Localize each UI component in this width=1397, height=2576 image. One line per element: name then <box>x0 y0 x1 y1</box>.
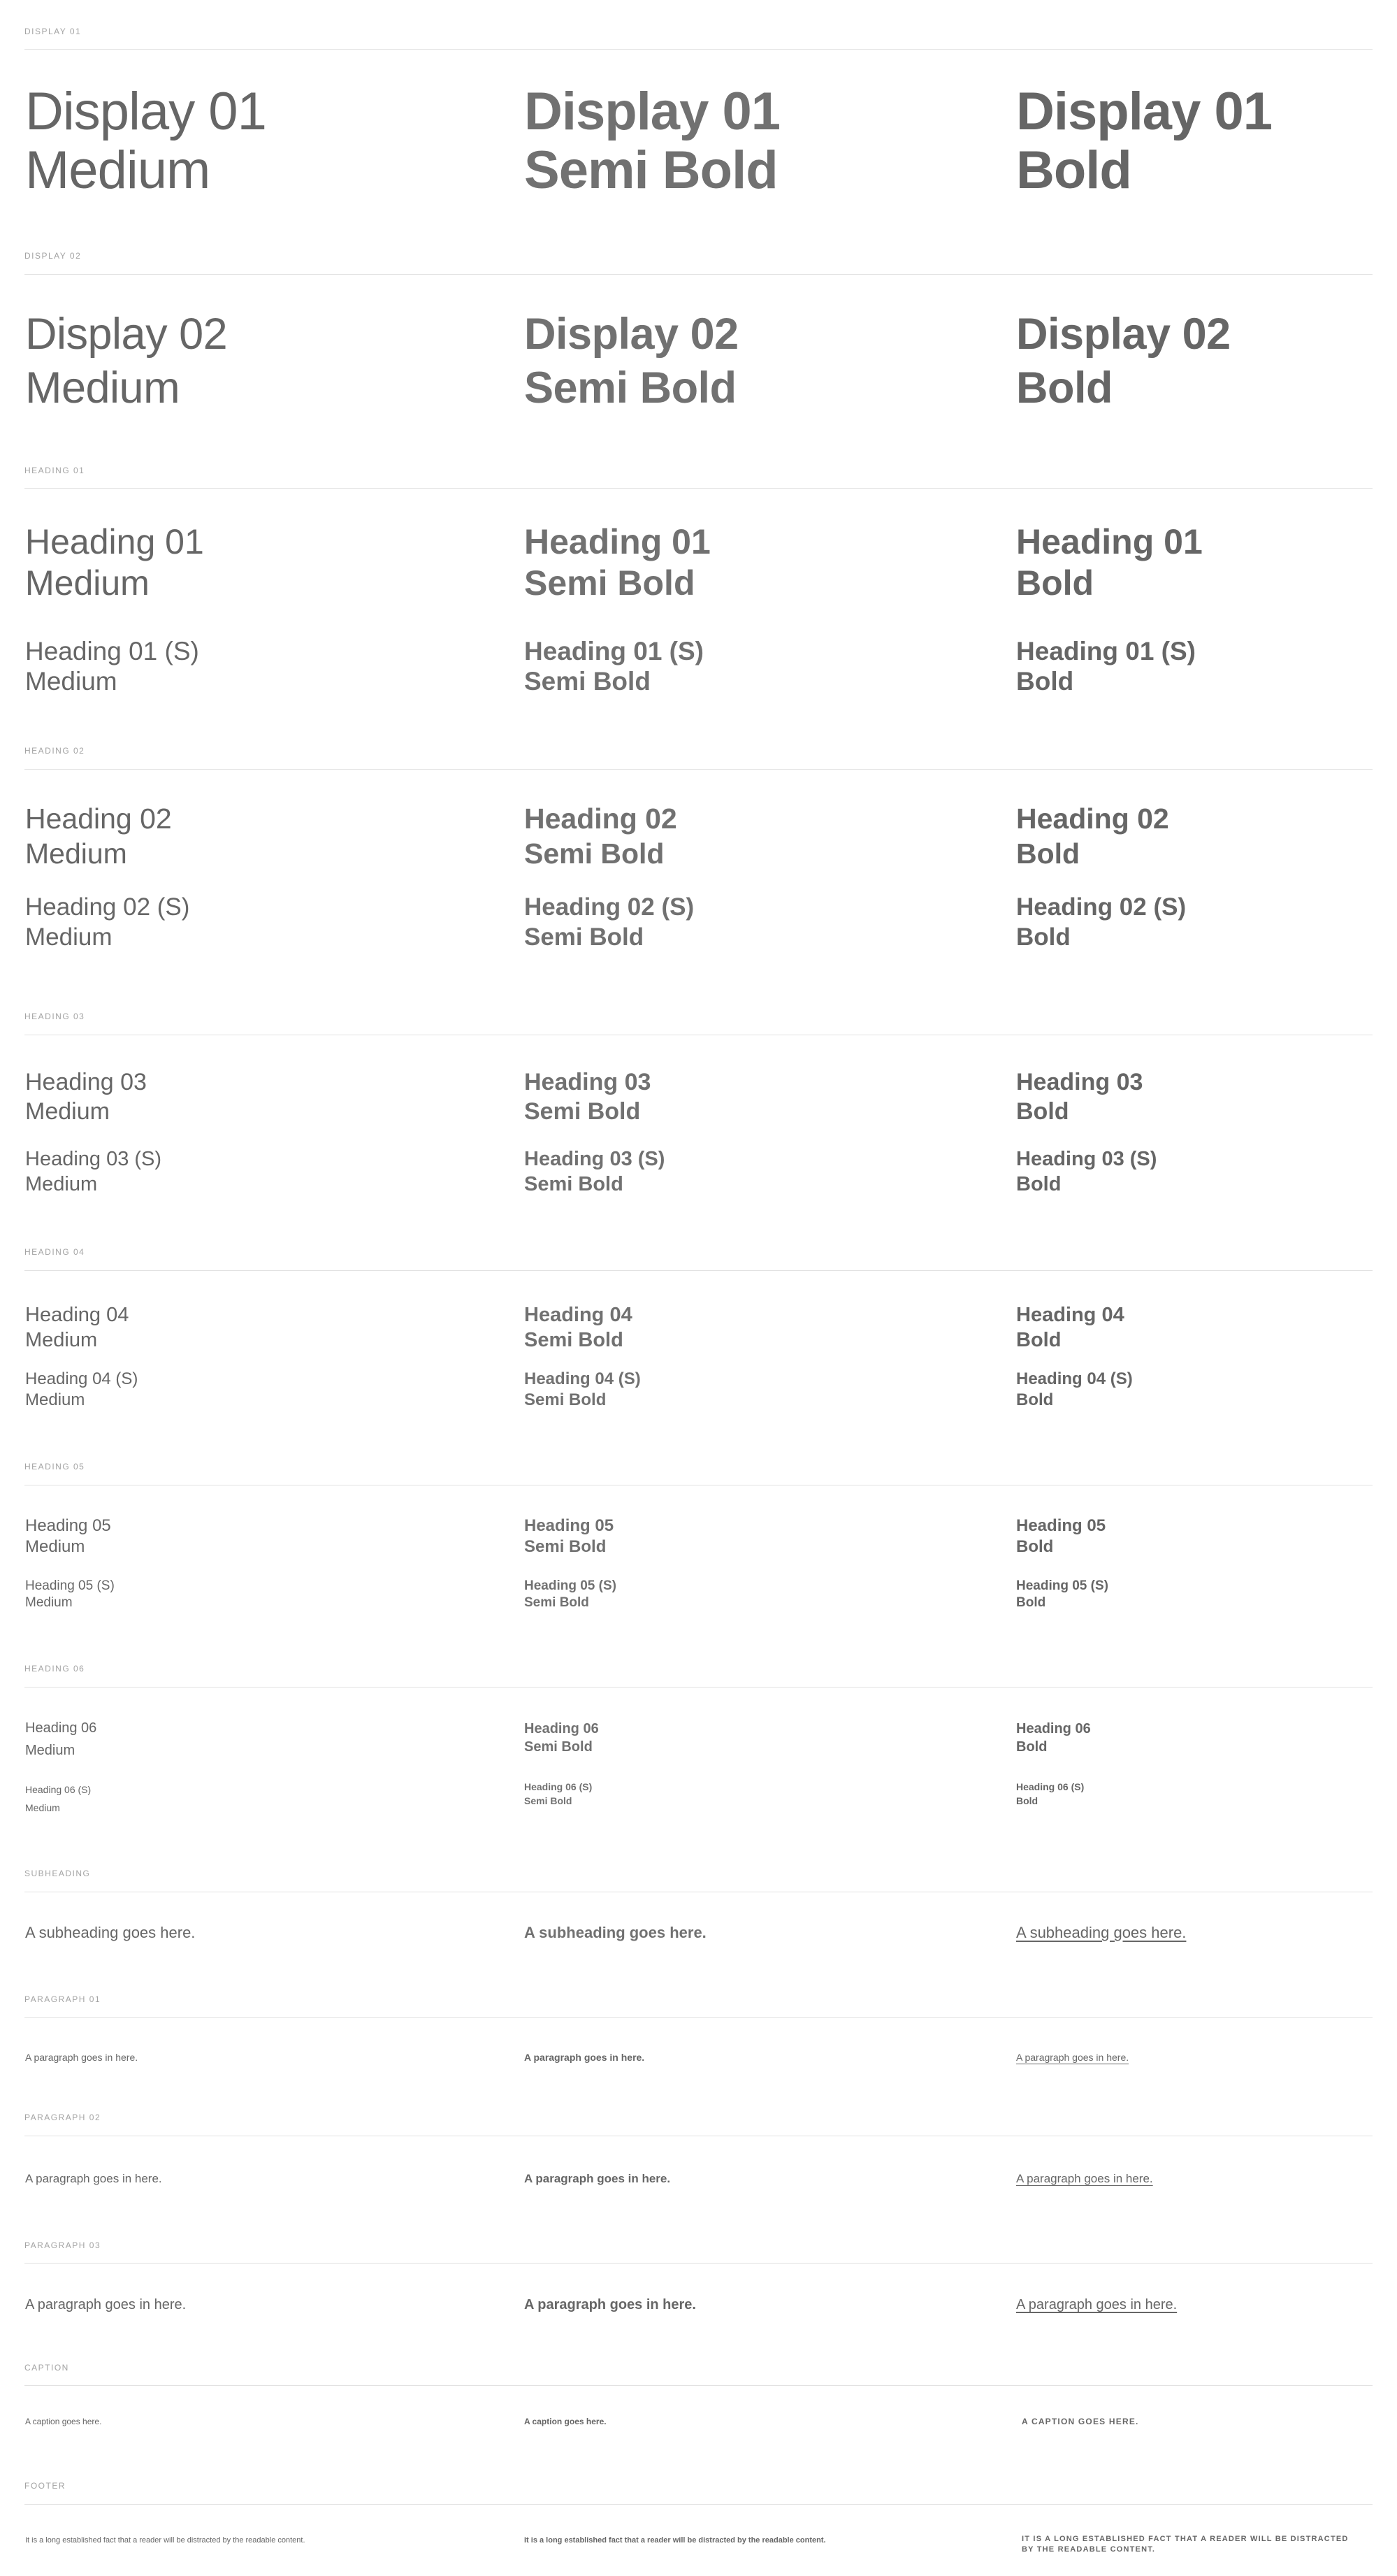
sample-line: Heading 02 <box>1016 803 1169 835</box>
display01-bold-sample <box>1016 82 1272 200</box>
paragraph03-regular-sample: A paragraph goes in here. <box>25 2297 187 2312</box>
sample-line: Heading 04 <box>1016 1304 1124 1326</box>
paragraph02-bold-sample: A paragraph goes in here. <box>524 2172 671 2185</box>
heading02-semibold-sample <box>524 801 677 871</box>
heading05s-bold-sample <box>1016 1578 1108 1611</box>
section-label-heading02: HEADING 02 <box>24 746 85 756</box>
sample-line: Heading 05 <box>25 1516 111 1535</box>
display01-medium-sample <box>25 82 266 200</box>
section-label-heading03: HEADING 03 <box>24 1012 85 1021</box>
sample-weight: Bold <box>1016 1595 1046 1610</box>
sample-weight: Semi Bold <box>524 1595 589 1610</box>
section-divider <box>24 769 1373 770</box>
sample-line: Display 01 <box>524 82 780 141</box>
sample-line: Display 01 <box>25 82 266 141</box>
sample-weight: Medium <box>25 837 127 870</box>
sample-line: Heading 06 (S) <box>1016 1781 1085 1792</box>
heading03-bold-sample <box>1016 1067 1143 1126</box>
sample-weight: Medium <box>25 1098 110 1125</box>
sample-weight: Medium <box>25 364 180 412</box>
heading06s-bold-sample <box>1016 1780 1084 1808</box>
section-label-heading01: HEADING 01 <box>24 466 85 475</box>
sample-weight: Bold <box>1016 141 1131 200</box>
sample-weight: Semi Bold <box>524 667 651 696</box>
heading03s-bold-sample <box>1016 1146 1157 1197</box>
sample-weight: Medium <box>25 1537 85 1556</box>
section-divider <box>24 2263 1373 2264</box>
caption-caps-sample: A CAPTION GOES HERE. <box>1022 2417 1139 2426</box>
sample-line: Heading 02 (S) <box>1016 893 1187 921</box>
sample-line: Heading 04 (S) <box>1016 1369 1133 1388</box>
sample-line: Heading 05 <box>524 1516 614 1535</box>
heading03s-medium-sample <box>25 1146 161 1197</box>
paragraph01-regular-sample: A paragraph goes in here. <box>25 2052 138 2063</box>
sample-weight: Bold <box>1016 667 1074 696</box>
sample-weight: Semi Bold <box>524 837 665 870</box>
sample-line: Heading 03 (S) <box>524 1148 665 1170</box>
paragraph03-bold-sample: A paragraph goes in here. <box>524 2297 696 2312</box>
heading06-bold-sample <box>1016 1720 1091 1756</box>
paragraph02-link-sample[interactable]: A paragraph goes in here. <box>1016 2172 1153 2185</box>
section-label-heading04: HEADING 04 <box>24 1247 85 1257</box>
sample-line: Heading 03 <box>25 1069 147 1095</box>
sample-weight: Semi Bold <box>524 364 737 412</box>
subheading-semibold-sample: A subheading goes here. <box>524 1924 707 1941</box>
sample-weight: Medium <box>25 1802 60 1813</box>
sample-line: Heading 06 (S) <box>524 1781 593 1792</box>
sample-line: Heading 03 <box>1016 1069 1143 1095</box>
sample-line: Heading 06 <box>524 1721 599 1736</box>
section-label-heading05: HEADING 05 <box>24 1462 85 1472</box>
footer-regular-sample: It is a long established fact that a reader will be distracted by the readable content. <box>25 2536 305 2545</box>
heading03-semibold-sample <box>524 1067 651 1126</box>
sample-line: Heading 05 <box>1016 1516 1106 1535</box>
sample-line: Heading 01 <box>25 522 204 561</box>
sample-weight: Bold <box>1016 1329 1062 1351</box>
section-divider <box>24 488 1373 489</box>
paragraph03-link-sample[interactable]: A paragraph goes in here. <box>1016 2297 1178 2312</box>
sample-weight: Bold <box>1016 837 1080 870</box>
heading01s-medium-sample <box>25 636 199 696</box>
paragraph01-bold-sample: A paragraph goes in here. <box>524 2052 645 2063</box>
section-label-heading06: HEADING 06 <box>24 1664 85 1674</box>
sample-weight: Bold <box>1016 364 1113 412</box>
section-divider <box>24 1687 1373 1688</box>
heading05-medium-sample <box>25 1516 111 1557</box>
sample-weight: Semi Bold <box>524 1329 623 1351</box>
sample-weight: Medium <box>25 141 210 200</box>
section-label-paragraph02: PARAGRAPH 02 <box>24 2113 101 2122</box>
sample-weight: Medium <box>25 1595 73 1610</box>
subheading-medium-sample: A subheading goes here. <box>25 1924 196 1941</box>
section-divider <box>24 1270 1373 1271</box>
heading02-medium-sample <box>25 801 172 871</box>
sample-line: Heading 01 (S) <box>25 637 199 665</box>
sample-line: Heading 03 (S) <box>1016 1148 1157 1170</box>
section-divider <box>24 2504 1373 2505</box>
section-divider <box>24 274 1373 275</box>
heading04s-bold-sample <box>1016 1369 1133 1411</box>
sample-line: Heading 01 <box>1016 522 1203 561</box>
sample-line: Heading 03 <box>524 1069 651 1095</box>
footer-caps-line: BY THE READABLE CONTENT. <box>1022 2545 1156 2554</box>
heading05s-semibold-sample <box>524 1578 616 1611</box>
section-label-footer: FOOTER <box>24 2481 66 2491</box>
sample-weight: Semi Bold <box>524 923 644 951</box>
sample-line: Heading 05 (S) <box>524 1578 616 1593</box>
sample-weight: Semi Bold <box>524 1173 623 1195</box>
paragraph01-link-sample[interactable]: A paragraph goes in here. <box>1016 2052 1129 2063</box>
sample-line: Display 01 <box>1016 82 1272 141</box>
heading01-bold-sample <box>1016 521 1203 604</box>
heading04-bold-sample <box>1016 1302 1124 1353</box>
sample-line: Heading 01 <box>524 522 711 561</box>
sample-line: Heading 01 (S) <box>524 637 704 665</box>
sample-weight: Semi Bold <box>524 1098 641 1125</box>
sample-weight: Medium <box>25 923 113 951</box>
sample-weight: Semi Bold <box>524 1795 572 1806</box>
sample-line: Heading 04 <box>25 1304 129 1326</box>
section-label-caption: CAPTION <box>24 2363 69 2373</box>
footer-caps-line: IT IS A LONG ESTABLISHED FACT THAT A READER WILL BE DISTRACTED <box>1022 2535 1349 2543</box>
section-divider <box>24 49 1373 50</box>
footer-caps-sample <box>1022 2534 1349 2555</box>
display01-semibold-sample <box>524 82 780 200</box>
sample-weight: Bold <box>1016 1739 1048 1755</box>
sample-weight: Medium <box>25 1390 85 1409</box>
sample-weight: Semi Bold <box>524 1390 607 1409</box>
section-label-paragraph03: PARAGRAPH 03 <box>24 2240 101 2250</box>
sample-weight: Medium <box>25 1329 98 1351</box>
sample-weight: Semi Bold <box>524 1537 607 1556</box>
sample-line: Heading 06 <box>1016 1721 1091 1736</box>
sample-weight: Semi Bold <box>524 1739 593 1755</box>
sample-weight: Bold <box>1016 1390 1054 1409</box>
heading04-medium-sample <box>25 1302 129 1353</box>
section-label-subheading: SUBHEADING <box>24 1869 91 1878</box>
heading06s-semibold-sample <box>524 1780 592 1808</box>
heading02s-medium-sample <box>25 892 189 952</box>
sample-line: Display 02 <box>25 310 228 359</box>
display02-semibold-sample <box>524 308 739 415</box>
heading02s-semibold-sample <box>524 892 694 952</box>
sample-line: Display 02 <box>524 310 739 359</box>
sample-line: Heading 03 (S) <box>25 1148 162 1170</box>
sample-weight: Bold <box>1016 923 1071 951</box>
sample-line: Heading 06 (S) <box>25 1784 92 1795</box>
heading06s-medium-sample <box>25 1780 91 1817</box>
sample-line: Heading 02 (S) <box>25 893 190 921</box>
sample-line: Heading 05 (S) <box>1016 1578 1108 1593</box>
heading03s-semibold-sample <box>524 1146 665 1197</box>
section-label-paragraph01: PARAGRAPH 01 <box>24 1994 101 2004</box>
caption-regular-sample: A caption goes here. <box>25 2417 102 2426</box>
display02-medium-sample <box>25 308 227 415</box>
sample-weight: Semi Bold <box>524 563 695 603</box>
sample-weight: Medium <box>25 1743 75 1758</box>
subheading-link-sample[interactable]: A subheading goes here. <box>1016 1924 1187 1941</box>
sample-weight: Bold <box>1016 1173 1062 1195</box>
footer-bold-sample: It is a long established fact that a reader will be distracted by the readable content. <box>524 2536 826 2545</box>
sample-line: Heading 02 <box>524 803 677 835</box>
sample-weight: Bold <box>1016 1098 1069 1125</box>
sample-line: Heading 01 (S) <box>1016 637 1196 665</box>
heading01-medium-sample <box>25 521 204 604</box>
sample-line: Heading 04 <box>524 1304 632 1326</box>
section-label-display01: DISPLAY 01 <box>24 27 82 36</box>
sample-line: Heading 04 (S) <box>524 1369 641 1388</box>
sample-weight: Medium <box>25 1173 98 1195</box>
sample-line: Heading 02 <box>25 803 172 835</box>
heading06-semibold-sample <box>524 1720 599 1756</box>
heading06-medium-sample <box>25 1717 96 1762</box>
heading05s-medium-sample <box>25 1578 115 1611</box>
display02-bold-sample <box>1016 308 1231 415</box>
heading01s-semibold-sample <box>524 636 704 696</box>
sample-weight: Bold <box>1016 1795 1038 1806</box>
heading05-semibold-sample <box>524 1516 614 1557</box>
caption-bold-sample: A caption goes here. <box>524 2417 607 2426</box>
section-label-display02: DISPLAY 02 <box>24 251 82 261</box>
heading04s-semibold-sample <box>524 1369 641 1411</box>
sample-line: Heading 05 (S) <box>25 1578 115 1593</box>
heading03-medium-sample <box>25 1067 147 1126</box>
sample-weight: Bold <box>1016 563 1094 603</box>
heading05-bold-sample <box>1016 1516 1106 1557</box>
sample-weight: Medium <box>25 667 117 696</box>
heading01-semibold-sample <box>524 521 711 604</box>
sample-line: Heading 02 (S) <box>524 893 695 921</box>
paragraph02-regular-sample: A paragraph goes in here. <box>25 2172 162 2185</box>
heading01s-bold-sample <box>1016 636 1196 696</box>
sample-weight: Medium <box>25 563 150 603</box>
heading04s-medium-sample <box>25 1369 138 1411</box>
sample-line: Heading 04 (S) <box>25 1369 138 1388</box>
heading04-semibold-sample <box>524 1302 632 1353</box>
sample-weight: Semi Bold <box>524 141 778 200</box>
heading02s-bold-sample <box>1016 892 1186 952</box>
section-divider <box>24 2017 1373 2018</box>
sample-line: Heading 06 <box>25 1720 97 1736</box>
sample-line: Display 02 <box>1016 310 1231 359</box>
sample-weight: Bold <box>1016 1537 1054 1556</box>
heading02-bold-sample <box>1016 801 1169 871</box>
section-divider <box>24 2385 1373 2386</box>
